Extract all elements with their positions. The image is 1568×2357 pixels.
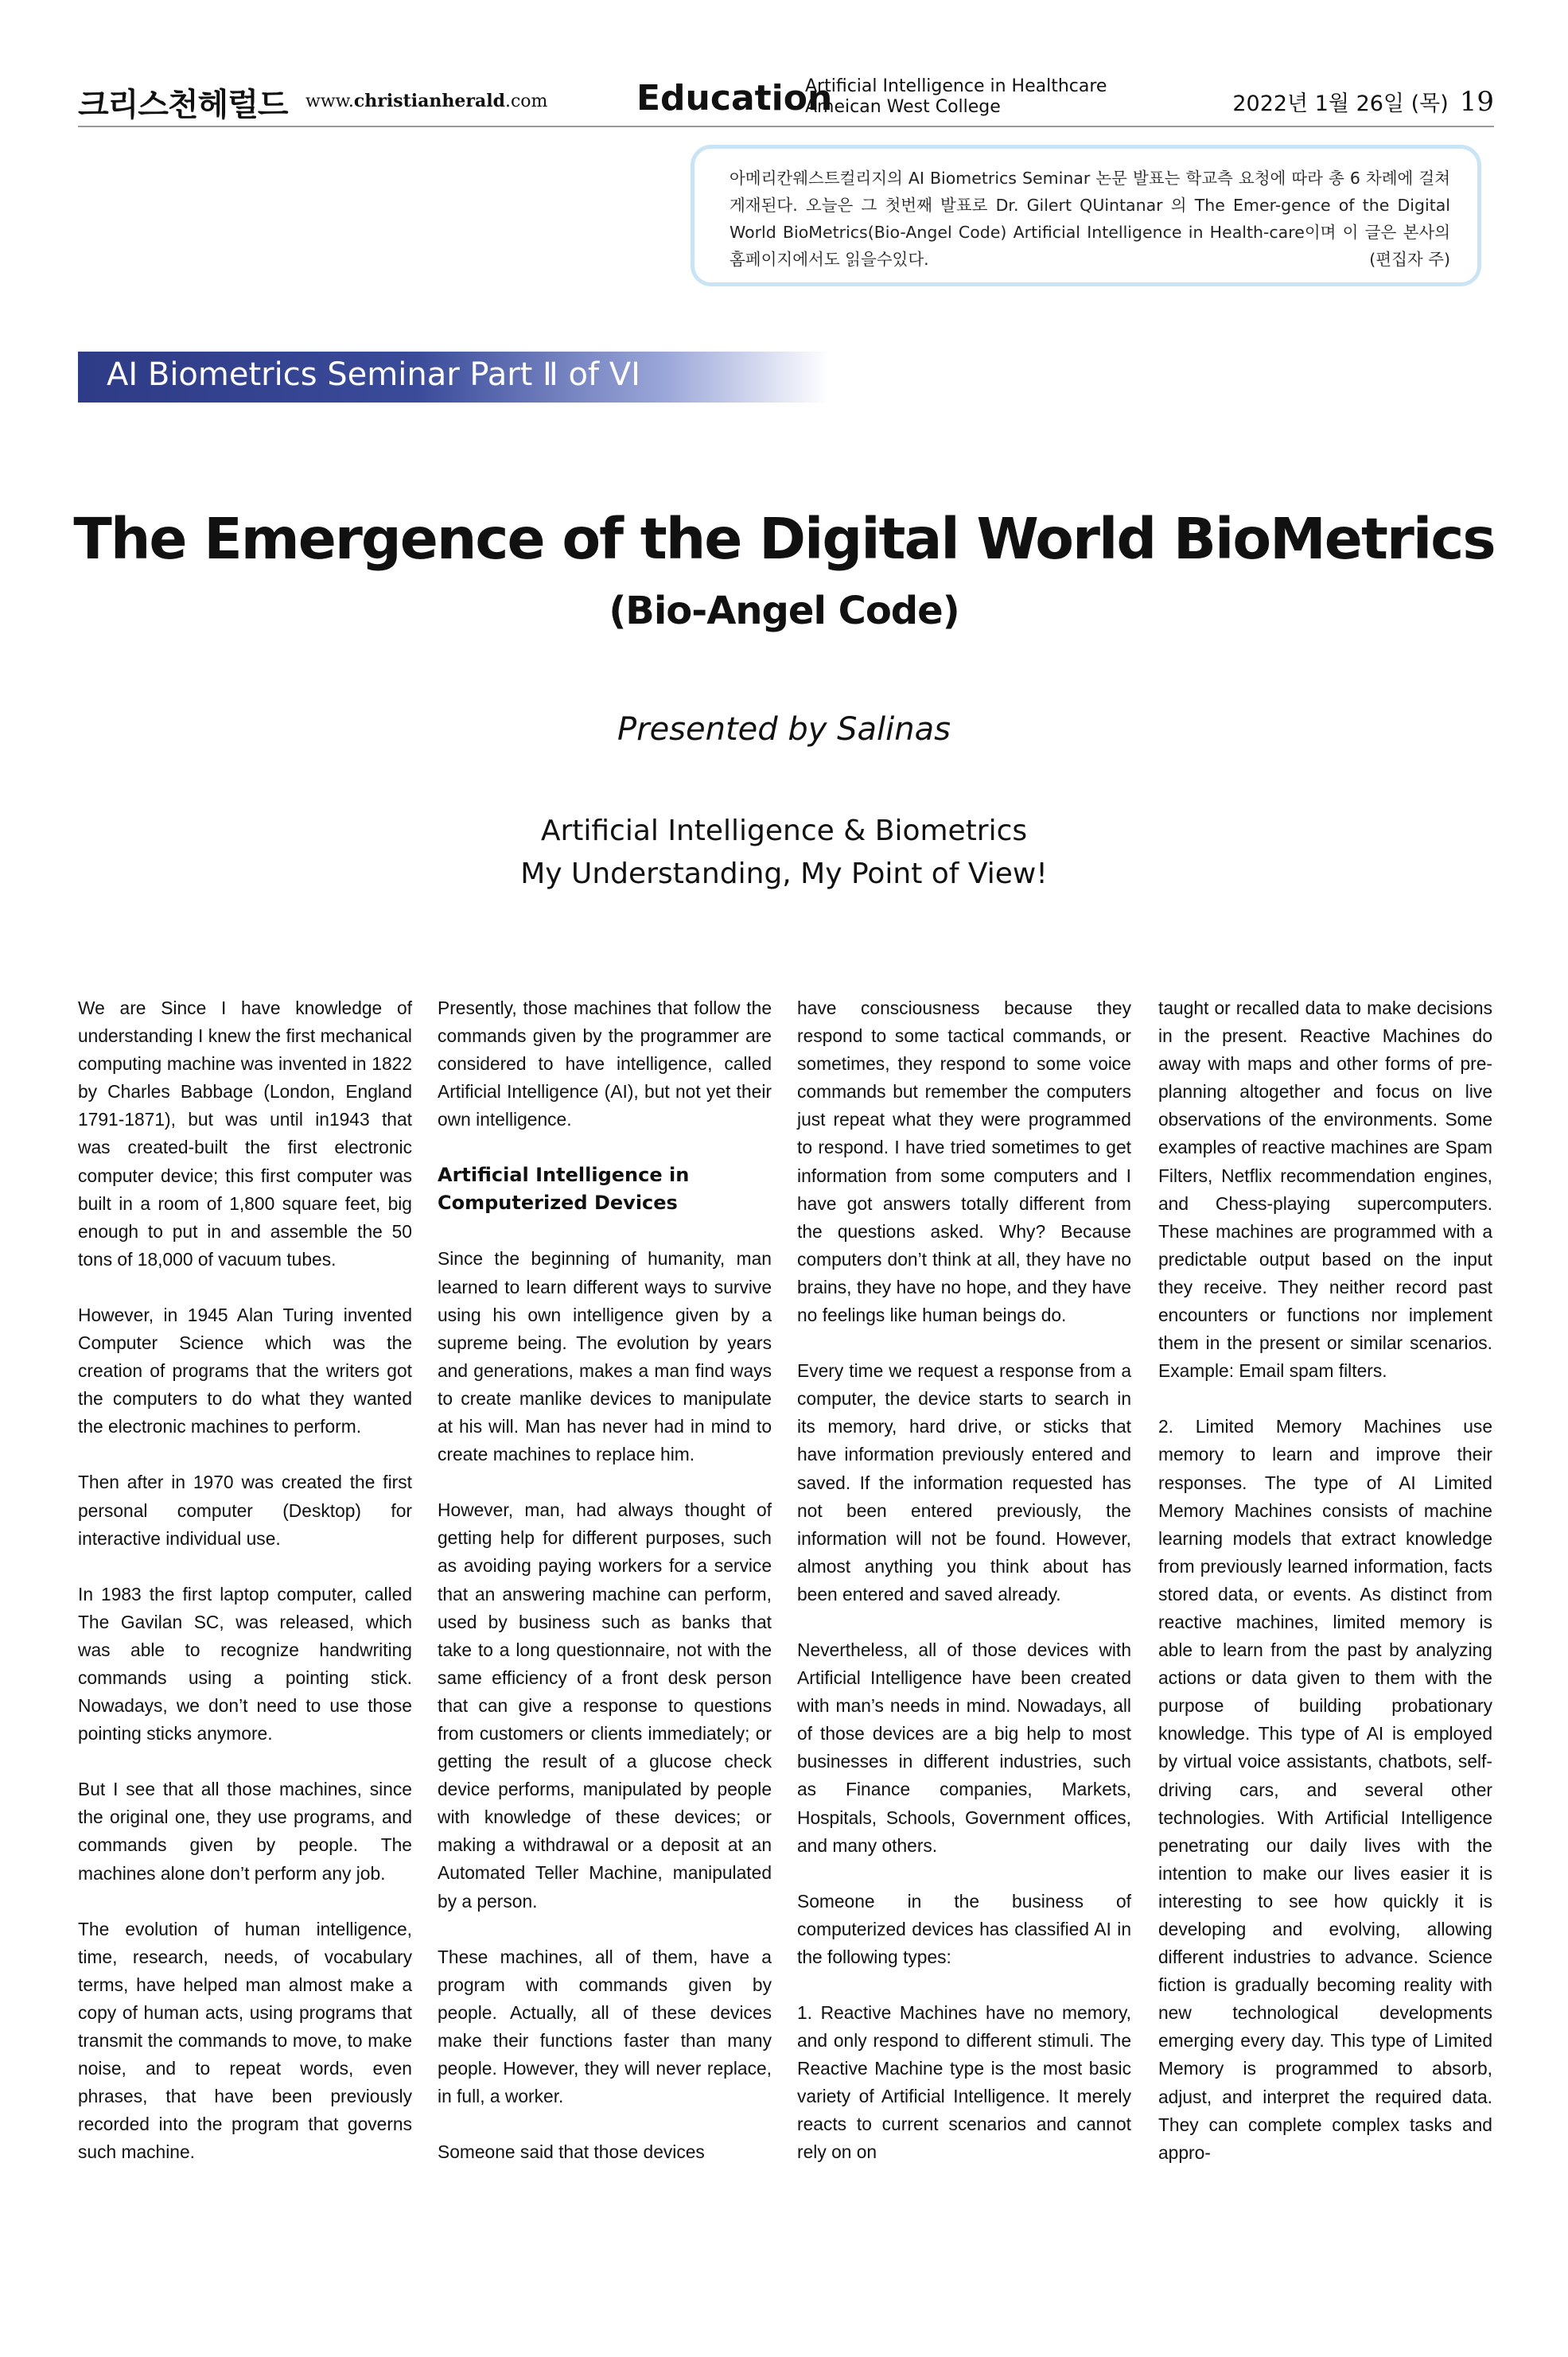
paragraph: These machines, all of them, have a program with commands given by people. Actually, all of these devices make their functions faster than many people. However, they will never replace, in full, a worker. bbox=[438, 1946, 772, 2107]
article-byline: Presented by Salinas bbox=[617, 711, 951, 748]
newspaper-logo: 크리스천헤럴드 bbox=[78, 87, 288, 123]
body-column-4 bbox=[1158, 994, 1492, 2195]
body-column-3 bbox=[797, 994, 1131, 2195]
body-column-2 bbox=[438, 994, 772, 2194]
paragraph: 1. Reactive Machines have no memory, and only respond to different stimuli. The Reactive Machine type is the most basic variety of Artificial Intelligence. It merely reacts to current scenarios and cannot rely on on bbox=[797, 2002, 1131, 2163]
article-title: The Emergence of the Digital World BioMetrics bbox=[73, 506, 1495, 572]
paragraph: But I see that all those machines, since the original one, they use programs, and commands given by people. The machines alone don’t perform any job. bbox=[78, 1779, 412, 1884]
series-banner-label: AI Biometrics Seminar Part Ⅱ of VI bbox=[107, 356, 640, 393]
paragraph: Then after in 1970 was created the first personal computer (Desktop) for interactive individual use. bbox=[78, 1472, 412, 1549]
paragraph: Presently, those machines that follow the commands given by the programmer are considered to have intelligence, called Artificial Intelligence (AI), but not yet their own intelligence. bbox=[438, 998, 772, 1130]
body-column-1 bbox=[78, 994, 412, 2194]
page-number: 19 bbox=[1459, 86, 1494, 118]
masthead bbox=[78, 76, 1494, 126]
editor-note-box bbox=[691, 145, 1481, 286]
article-tagline: Artificial Intelligence & Biometrics My Understanding, My Point of View! bbox=[520, 815, 1048, 890]
paragraph: However, in 1945 Alan Turing invented Computer Science which was the creation of programs that the writers got the computers to do what they wanted the electronic machines to perform. bbox=[78, 1304, 412, 1437]
website-url: www.christianherald.com bbox=[305, 91, 548, 111]
paragraph: Someone in the business of computerized devices has classified AI in the following types: bbox=[797, 1890, 1131, 1967]
paragraph: Nevertheless, all of those devices with Artificial Intelligence have been created with man’s needs in mind. Nowadays, all of those devices are a big help to most businesses in different industries, such as Finance companies, Markets, Hospitals, Schools, Government offices, and many others. bbox=[797, 1639, 1131, 1856]
series-banner bbox=[78, 352, 829, 403]
paragraph: The evolution of human intelligence, time, research, needs, of vocabulary terms, have helped man almost make a copy of human acts, using programs that transmit the commands to move, to make noise, and to repeat words, even phrases, that have been previously recorded into the program that governs such machine. bbox=[78, 1918, 412, 2163]
section-heading: Artificial Intelligence in Computerized Devices bbox=[438, 1164, 690, 1215]
paragraph: In 1983 the first laptop computer, called The Gavilan SC, was released, which was able to recognize handwriting commands using a pointing stick. Nowadays, we don’t need to use those pointing sticks anymore. bbox=[78, 1583, 412, 1744]
editor-note-signature: (편집자 주) bbox=[1369, 250, 1450, 269]
paragraph: We are Since I have knowledge of understanding I knew the first mechanical computing machine was invented in 1822 by Charles Babbage (London, England 1791-1871), but was until in1943 that was created-built the first electronic computer device; this first computer was built in a room of 1,800 square feet, big enough to put in and assemble the 50 tons of 18,000 of vacuum tubes. bbox=[78, 998, 412, 1270]
issue-date: 2022년 1월 26일 (목) 19 bbox=[1232, 86, 1494, 118]
paragraph: have consciousness because they respond to some tactical commands, or sometimes, they respond to some voice commands but remember the computers just repeat what they were programmed to respond. I have tried sometimes to get information from some computers and I have got answers totally different from the questions asked. Why? Because computers don’t think at all, they have no brains, they have no hope, and they have no feelings like human beings do. bbox=[797, 998, 1131, 1326]
paragraph: Since the beginning of humanity, man learned to learn different ways to survive using his own intelligence given by a supreme being. The evolution by years and generations, makes a man find ways to create manlike devices to manipulate at his will. Man has never had in mind to create machines to replace him. bbox=[438, 1248, 772, 1465]
paragraph: Every time we request a response from a computer, the device starts to search in its memory, hard drive, or sticks that have information previously entered and saved. If the information requested has not been entered previously, the information will not be found. However, almost anything you think about has been entered and saved already. bbox=[797, 1360, 1131, 1604]
article-subtitle: (Bio-Angel Code) bbox=[609, 589, 959, 633]
paragraph: Someone said that those devices bbox=[438, 2141, 705, 2163]
editor-note-text: 아메리칸웨스트컬리지의 AI Biometrics Seminar 논문 발표는 학교측 요청에 따라 총 6 차례에 걸쳐 게재된다. 오늘은 그 첫번째 발표로 Dr. Gilert QUintanar 의 The Emer-gence of the Digital World BioMetrics(Bio-Angel Code) Artificial Intelligence in Health-care이며 이 글은 본사의 홈페이지에서도 읽을수있다. bbox=[730, 169, 1450, 269]
paragraph: However, man, had always thought of getting help for different purposes, such as avoiding paying workers for a service that an answering machine can perform, used by business such as banks that take to a long questionnaire, not with the same efficiency of a front desk person that can give a response to questions from customers or clients immediately; or getting the result of a glucose check device performs, manipulated by people with knowledge of these devices; or making a withdrawal or a deposit at an Automated Teller Machine, manipulated by a person. bbox=[438, 1499, 772, 1912]
paragraph: 2. Limited Memory Machines use memory to learn and improve their responses. The type of AI Limited Memory Machines consists of machine learning models that extract knowledge from previously learned information, facts stored data, or events. As distinct from reactive machines, limited memory is able to learn from the past by analyzing actions or data given to them with the purpose of building probationary knowledge. This type of AI is employed by virtual voice assistants, chatbots, self-driving cars, and several other technologies. With Artificial Intelligence penetrating our daily lives with the intention to make our lives easier it is interesting to see how quickly it is developing and evolving, allowing different industries to advance. Science fiction is gradually becoming reality with new technological developments emerging every day. This type of Limited Memory is programmed to absorb, adjust, and interpret the required data. They can complete complex tasks and appro- bbox=[1158, 1416, 1492, 2163]
section-name: Education bbox=[636, 78, 833, 119]
paragraph: taught or recalled data to make decisions in the present. Reactive Machines do away with maps and other forms of pre-planning altogether and focus on live observations of the environments. Some examples of reactive machines are Spam Filters, Netflix recommendation engines, and Chess-playing supercomputers. These machines are programmed with a predictable output based on the input they receive. They neither record past encounters or functions nor implement them in the present or similar scenarios. Example: Email spam filters. bbox=[1158, 998, 1492, 1382]
header-rule bbox=[78, 126, 1494, 127]
section-subtitle: Artificial Intelligence in Healthcare Ameican West College bbox=[805, 76, 1107, 117]
